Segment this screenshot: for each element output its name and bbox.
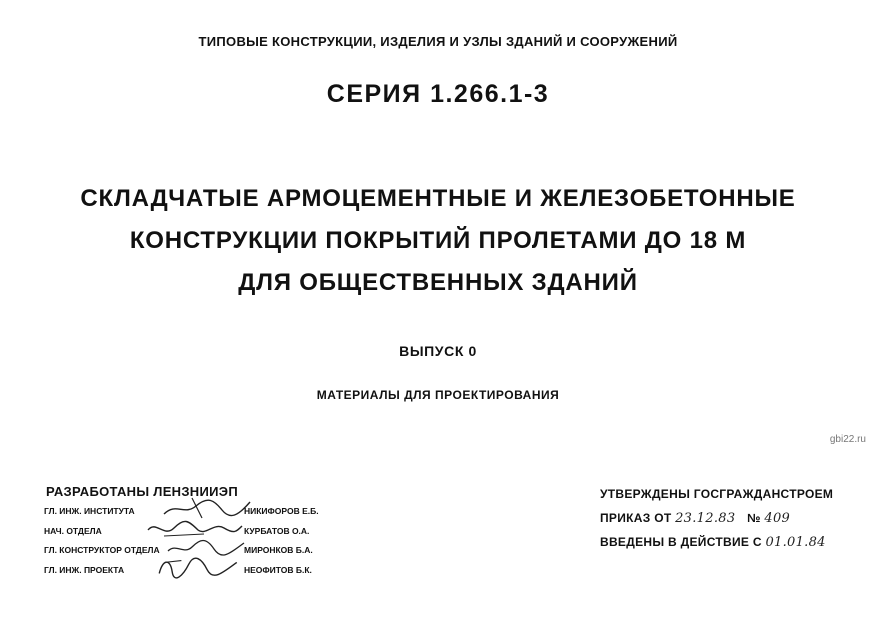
staff-role: ГЛ. ИНЖ. ПРОЕКТА <box>44 565 125 575</box>
staff-role: ГЛ. КОНСТРУКТОР ОТДЕЛА <box>44 545 160 555</box>
watermark: gbi22.ru <box>829 434 866 445</box>
issue-number: ВЫПУСК 0 <box>399 343 477 359</box>
title-line: КОНСТРУКЦИИ ПОКРЫТИЙ ПРОЛЕТАМИ ДО 18 М <box>129 227 747 254</box>
effective-label: ВВЕДЕНЫ В ДЕЙСТВИЕ С <box>600 535 762 549</box>
effective-line <box>600 535 826 550</box>
order-line <box>600 511 790 526</box>
subtitle: МАТЕРИАЛЫ ДЛЯ ПРОЕКТИРОВАНИЯ <box>316 388 560 402</box>
staff-name: КУРБАТОВ О.А. <box>244 526 310 536</box>
effective-date: 01.01.84 <box>765 535 826 550</box>
approved-by: УТВЕРЖДЕНЫ ГОСГРАЖДАНСТРОЕМ <box>600 487 834 501</box>
staff-name: МИРОНКОВ Б.А. <box>244 545 313 555</box>
title-line: ДЛЯ ОБЩЕСТВЕННЫХ ЗДАНИЙ <box>238 269 638 296</box>
order-number: 409 <box>764 511 791 526</box>
top-header: ТИПОВЫЕ КОНСТРУКЦИИ, ИЗДЕЛИЯ И УЗЛЫ ЗДАНИЙ И СООРУЖЕНИЙ <box>198 34 678 49</box>
order-date: 23.12.83 <box>675 511 736 526</box>
order-label: ПРИКАЗ ОТ <box>600 511 672 525</box>
staff-row <box>44 561 344 581</box>
staff-role: ГЛ. ИНЖ. ИНСТИТУТА <box>44 506 135 516</box>
developer-heading: РАЗРАБОТАНЫ ЛЕНЗНИИЭП <box>46 484 238 499</box>
signature-icon <box>152 555 244 579</box>
staff-name: НЕОФИТОВ Б.К. <box>244 565 312 575</box>
staff-role: НАЧ. ОТДЕЛА <box>44 526 102 536</box>
title-line: СКЛАДЧАТЫЕ АРМОЦЕМЕНТНЫЕ И ЖЕЛЕЗОБЕТОННЫЕ <box>80 185 796 212</box>
order-number-label: № <box>747 511 761 525</box>
series-number: СЕРИЯ 1.266.1-3 <box>326 80 550 108</box>
staff-name: НИКИФОРОВ Е.Б. <box>244 506 319 516</box>
